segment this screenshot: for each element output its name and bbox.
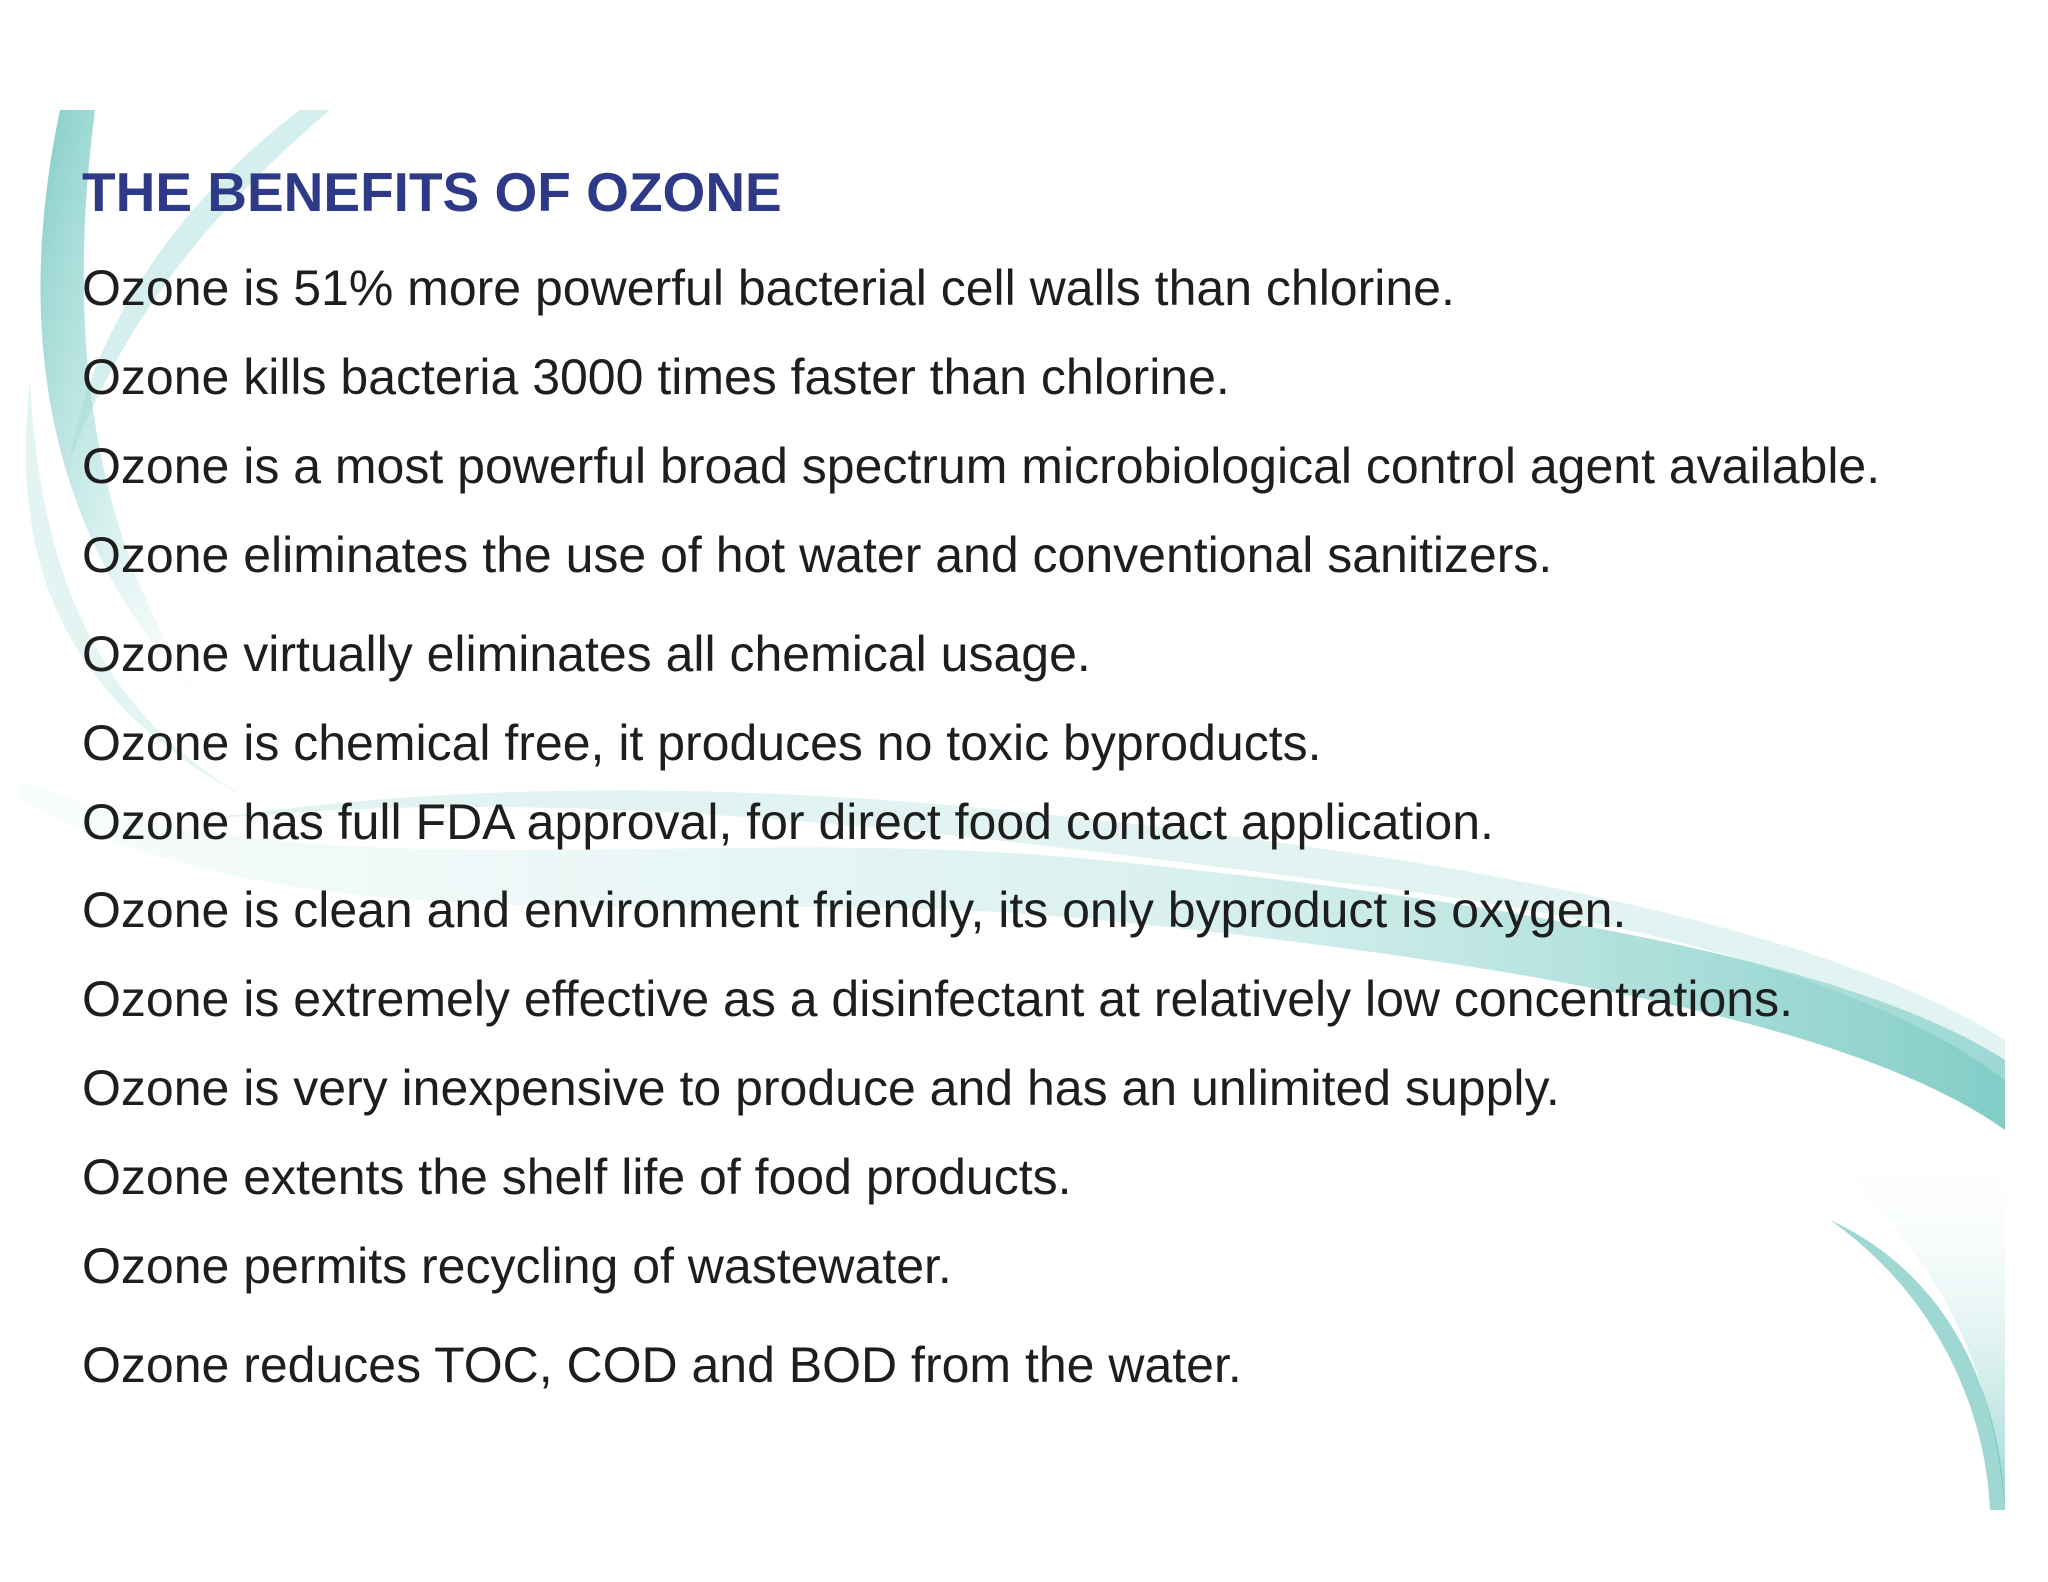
benefit-line: Ozone permits recycling of wastewater. (82, 1238, 952, 1294)
benefit-line: Ozone reduces TOC, COD and BOD from the water. (82, 1337, 1242, 1393)
benefit-line: Ozone is a most powerful broad spectrum microbiological control agent available. (82, 438, 1881, 494)
slide-title: THE BENEFITS OF OZONE (82, 161, 782, 223)
benefit-line: Ozone is chemical free, it produces no toxic byproducts. (82, 715, 1322, 771)
benefit-line: Ozone eliminates the use of hot water and conventional sanitizers. (82, 527, 1553, 583)
benefit-line: Ozone virtually eliminates all chemical usage. (82, 626, 1091, 682)
benefit-line: Ozone is 51% more powerful bacterial cell walls than chlorine. (82, 260, 1455, 316)
benefit-line: Ozone has full FDA approval, for direct food contact application. (82, 794, 1494, 850)
benefit-line: Ozone is extremely effective as a disinfectant at relatively low concentrations. (82, 971, 1794, 1027)
benefit-line: Ozone is clean and environment friendly, its only byproduct is oxygen. (82, 882, 1627, 938)
benefit-line: Ozone kills bacteria 3000 times faster than chlorine. (82, 349, 1230, 405)
benefit-line: Ozone is very inexpensive to produce and has an unlimited supply. (82, 1060, 1560, 1116)
benefit-line: Ozone extents the shelf life of food products. (82, 1149, 1072, 1205)
